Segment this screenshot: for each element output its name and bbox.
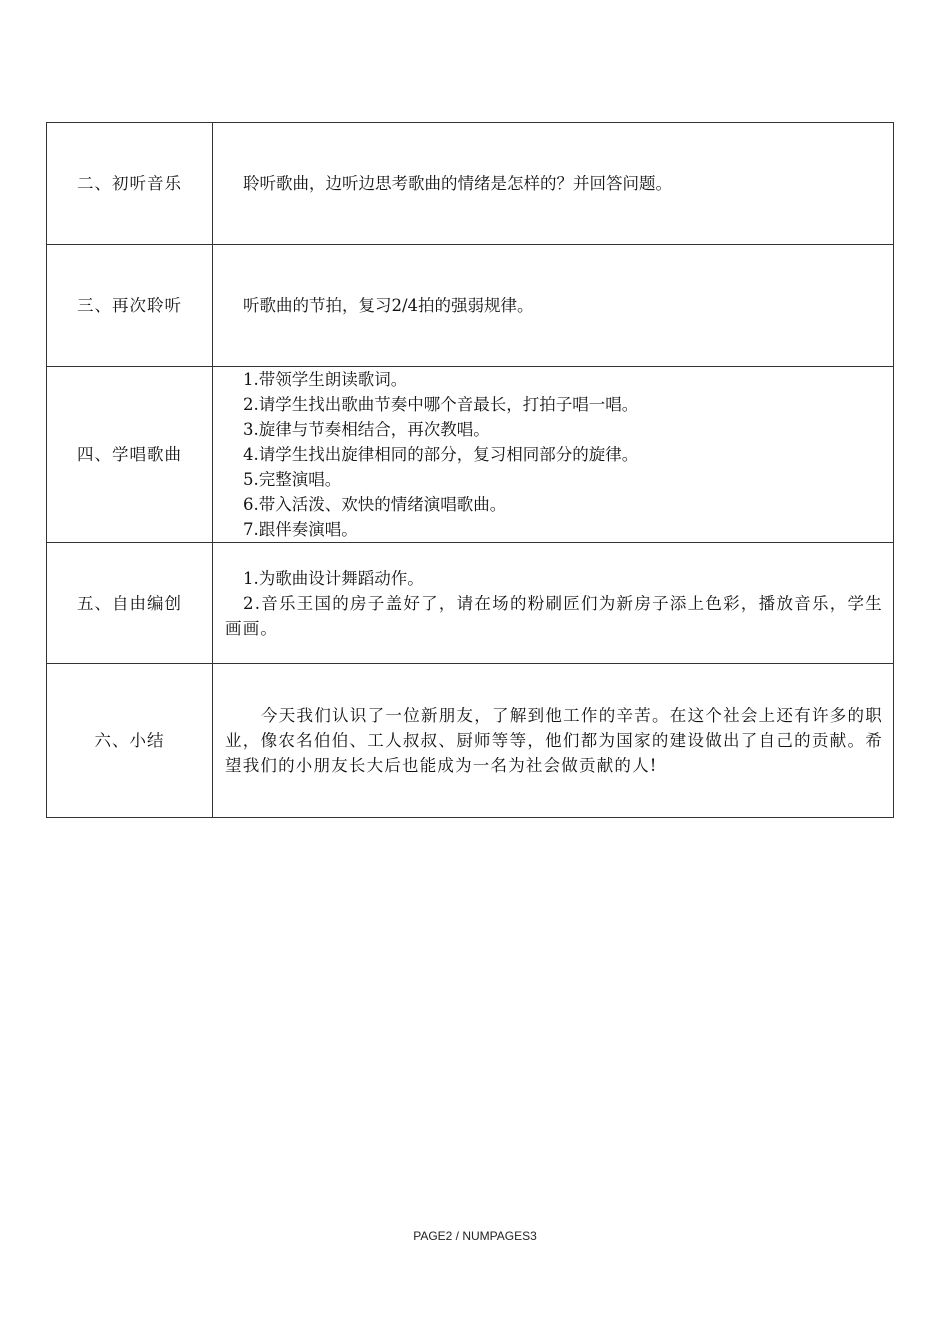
list-item: 5.完整演唱。 [243, 470, 342, 489]
step-label: 六、小结 [47, 664, 213, 818]
summary-paragraph: 今天我们认识了一位新朋友，了解到他工作的辛苦。在这个社会上还有许多的职业，像农名伯伯、工人叔叔、厨师等等，他们都为国家的建设做出了自己的贡献。希望我们的小朋友长大后也能成为一名为社会做贡献的人! [225, 706, 883, 775]
step-content [213, 245, 894, 367]
table-row [47, 123, 894, 245]
list-item: 2.请学生找出歌曲节奏中哪个音最长，打拍子唱一唱。 [243, 395, 639, 414]
table-row [47, 367, 894, 543]
step-content [213, 367, 894, 543]
step-content [213, 543, 894, 664]
table-row [47, 664, 894, 818]
step-content [213, 664, 894, 818]
list-item: 1.带领学生朗读歌词。 [243, 370, 408, 389]
lesson-plan-table [46, 122, 894, 818]
list-item: 4.请学生找出旋律相同的部分，复习相同部分的旋律。 [243, 445, 639, 464]
step-label: 二、初听音乐 [47, 123, 213, 245]
list-item: 1.为歌曲设计舞蹈动作。 [243, 568, 424, 588]
list-item: 6.带入活泼、欢快的情绪演唱歌曲。 [243, 495, 507, 514]
list-item: 2.音乐王国的房子盖好了，请在场的粉刷匠们为新房子添上色彩，播放音乐，学生画画。 [225, 593, 883, 638]
table-row [47, 543, 894, 664]
list-item: 3.旋律与节奏相结合，再次教唱。 [243, 420, 490, 439]
list-item: 7.跟伴奏演唱。 [243, 520, 358, 539]
step-text: 听歌曲的节拍，复习2/4拍的强弱规律。 [243, 296, 534, 315]
step-label: 三、再次聆听 [47, 245, 213, 367]
step-label: 四、学唱歌曲 [47, 367, 213, 543]
page-number-footer: PAGE2 / NUMPAGES3 [413, 1229, 537, 1243]
step-content [213, 123, 894, 245]
table-row [47, 245, 894, 367]
step-text: 聆听歌曲，边听边思考歌曲的情绪是怎样的？并回答问题。 [243, 174, 672, 193]
step-label: 五、自由编创 [47, 543, 213, 664]
